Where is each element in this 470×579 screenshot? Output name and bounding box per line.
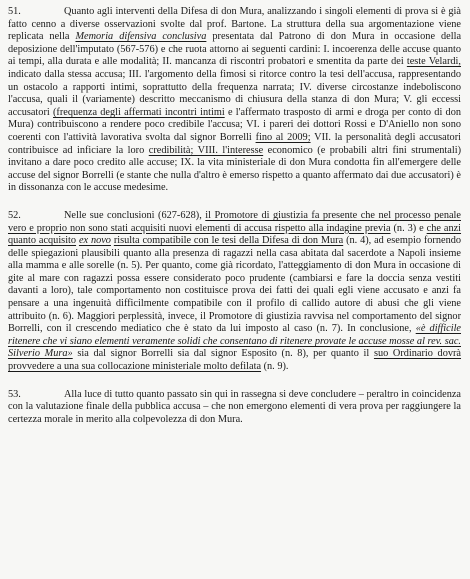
underlined-text: che anzi quanto acquisito: [8, 222, 462, 247]
underlined-text: risulta compatibile con le tesi della Difesa di don Mura: [113, 235, 344, 247]
text: (n. 9).: [263, 361, 289, 373]
text: sia dal signor Borrelli sia dal signor Esposito (n. 8), per quanto il: [77, 348, 370, 360]
underlined-italic-text: Memoria difensiva conclusiva: [75, 31, 207, 43]
text: (n. 3) e: [393, 222, 424, 234]
text: economico (e probabili altri fini strumentali) invitano a dare poco credito alle accuse; IX. la vita ministeriale di don Mura condotta fin all'emergere delle accuse del signor Borrelli (e stante che nulla d'altro è emerso rispetto a quanto affermato dai due accusatori) è in dissonanza con le accuse medesime.: [8, 144, 462, 194]
paragraph-52: [8, 210, 461, 374]
text: La struttura della sua argomentazione viene replicata nella: [8, 18, 461, 43]
underlined-text: teste Velardi,: [406, 56, 461, 68]
underlined-italic-text: ex novo: [78, 235, 111, 247]
underlined-text: fino al 2009;: [255, 131, 311, 143]
underlined-text: suo Ordinario dovrà provvedere a una sua collocazione ministeriale molto defilata: [8, 348, 462, 373]
paragraph-number: 53.: [8, 388, 21, 400]
text: VII. la personalità degli accusatori contribuisce ad inficiare la loro: [8, 131, 461, 156]
text: indicato dalla stessa accusa; III. l'argomento della fimosi si ritorce contro la tesi dell'accusa, rappresentando un ostacolo a rapporti intimi, soprattutto della frequenza narrata; IV. diverse circostanze indeboliscono l'accusa, quali il (variamente) descritto meccanismo di chiusura della stanza di don Mura; V. gli eccessi accusatori: [8, 68, 461, 118]
paragraph-number: 51.: [8, 6, 21, 17]
underlined-text: credibilità; VIII. l'interesse: [148, 144, 264, 156]
paragraph-51: [8, 6, 461, 195]
text: Nelle sue conclusioni (627-628),: [64, 209, 202, 221]
underlined-text: il Promotore di giustizia fa presente che nel processo penale vero e proprio non sono stati acquisiti nuovi elementi di accusa rispetto alla indagine previa: [8, 209, 461, 234]
text: e l'affermato trasposto di armi e droga per conto di don Mura) contribuiscono a rendere poco credibile l'accusa; VI. i pareri dei dottori Rossi e D'Aniello non sono coerenti con l'attività lavorativa svolta dal signor Borrelli: [8, 106, 462, 143]
text: Alla luce di tutto quanto passato sin qui in rassegna si deve concludere – peraltro in coincidenza con la valutazione finale della pubblica accusa – che non emergono elementi di vera prova per raggiungere la certezza morale in merito alla colpevolezza di don Mura.: [8, 388, 461, 425]
text: Quanto agli interventi della Difesa di don Mura, analizzando i singoli elementi di prova si è già fatto cenno a diverse osservazioni svolte dal prof. Bartone.: [8, 6, 461, 30]
paragraph-number: 52.: [8, 209, 21, 221]
text: (n. 4), ad esempio fornendo delle spiegazioni plausibili quanto alla presenza di ragazzi nella casa abitata dal sacerdote a Napoli insieme alla mamma e alle sorelle (n. 5). Per quanto, come già ricordato, l'atteggiamento di don Mura in occasione di gite al mare con ragazzi possa essere considerato poco prudente (cambiarsi e fare la doccia senza vestiti davanti a loro), tale comportamento non costituisce prova dei fatti dei quali egli viene accusato e anzi fa pensare a una ingenuità difficilmente compatibile con il profilo di callido autore di abusi che gli viene attribuito (n. 6). Maggiori perplessità, invece, il Promotore di giustizia ravvisa nel comportamento del signor Borrelli, con il crescendo mediatico che è stato da lui imposto al caso (n. 7). In conclusione,: [8, 235, 462, 335]
underlined-italic-quote: «è difficile ritenere che vi siano elementi veramente solidi che consentano di ritenere provate le accuse mosse al rev. sac. Silverio Mura»: [8, 323, 461, 360]
paragraph-53: [8, 389, 461, 427]
underlined-text: (frequenza degli affermati incontri intimi: [53, 106, 225, 118]
text: presentata dal Patrono di don Mura in occasione della deposizione dell'imputato (567-576) e che ruota attorno ai seguenti cardini: I. incoerenza delle accuse quanto ai tempi, alla durata e alle modalità; II. mancanza di riscontri probatori e smentita da parte dei: [8, 31, 462, 68]
